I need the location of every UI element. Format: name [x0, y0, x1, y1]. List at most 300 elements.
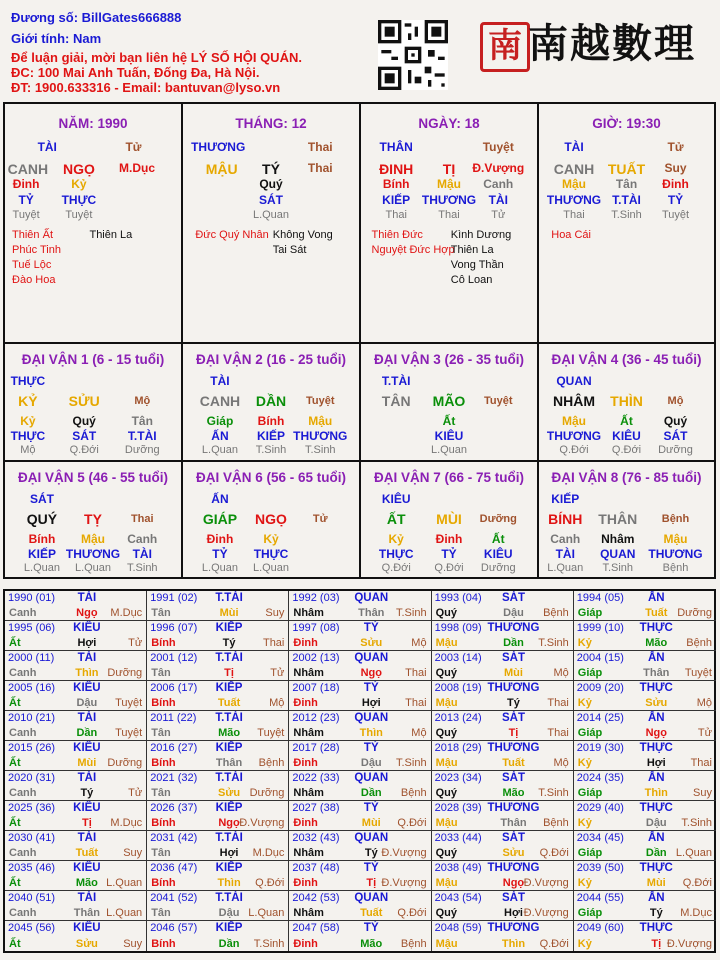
year-stem: Mậu — [435, 697, 458, 709]
period-stem: NHÂM — [553, 393, 595, 409]
year-label: 2044 (55) — [576, 892, 624, 904]
year-cell — [574, 771, 716, 801]
year-branch: Sửu — [645, 697, 668, 709]
year-cell — [5, 711, 147, 741]
year-cell — [5, 621, 147, 651]
year-cell — [289, 591, 431, 621]
year-phase: Suy — [693, 787, 712, 799]
pillar-value: Bính — [382, 177, 410, 191]
period-god: KIẾP — [551, 492, 580, 506]
year-label: 2027 (38) — [292, 802, 340, 814]
hidden-god: KIẾP — [27, 547, 56, 561]
pillar-value: TÀI — [37, 140, 57, 154]
year-phase: M.Dục — [252, 847, 285, 859]
year-god: THỰC — [639, 742, 673, 754]
year-god: TÀI — [77, 832, 97, 844]
year-branch: Tý — [222, 637, 236, 649]
year-branch: Ngọ — [76, 607, 98, 619]
year-cell — [289, 621, 431, 651]
year-phase: Tuyệt — [684, 667, 712, 679]
hidden-phase: L.Quan — [201, 444, 238, 456]
period-stem: TÂN — [381, 393, 411, 409]
star-note: Thiên La — [450, 244, 494, 256]
period-branch: MÃO — [432, 393, 466, 409]
year-phase: Mộ — [411, 727, 427, 739]
hidden-phase: Q.Đới — [69, 444, 99, 456]
pillar-value: THƯƠNG — [546, 193, 602, 207]
year-branch: Mão — [645, 637, 668, 649]
year-label: 2006 (17) — [150, 682, 198, 694]
year-cell — [289, 771, 431, 801]
year-god: T.TÀI — [215, 832, 243, 844]
hidden-stem: Canh — [550, 532, 581, 546]
year-label: 2042 (53) — [292, 892, 340, 904]
year-cell — [574, 651, 716, 681]
year-label: 1996 (07) — [150, 622, 198, 634]
period-title: ĐẠI VẬN 6 (56 - 65 tuổi) — [195, 470, 347, 485]
year-phase: Thai — [405, 697, 427, 709]
year-god: ẤN — [647, 592, 665, 604]
year-cell — [5, 741, 147, 771]
period-2 — [183, 344, 361, 462]
year-god: KIẾP — [215, 862, 243, 874]
year-label: 2033 (44) — [434, 832, 482, 844]
hidden-god: THƯƠNG — [65, 547, 121, 561]
hidden-phase: Dưỡng — [658, 444, 693, 456]
year-stem: Nhâm — [293, 727, 324, 739]
period-title: ĐẠI VẬN 5 (46 - 55 tuổi) — [17, 470, 169, 485]
period-6 — [183, 462, 361, 579]
year-stem: Tân — [151, 847, 171, 859]
year-god: SÁT — [501, 832, 525, 844]
hidden-god: TÀI — [555, 547, 575, 561]
hidden-stem: Ất — [442, 414, 456, 428]
period-title: ĐẠI VẬN 8 (76 - 85 tuổi) — [551, 470, 702, 485]
year-label: 2048 (59) — [434, 922, 482, 934]
year-stem: Bính — [151, 757, 176, 769]
pillar-value: L.Quan — [252, 209, 290, 221]
year-god: THƯƠNG — [487, 682, 540, 694]
year-cell — [147, 711, 289, 741]
hidden-god: KIÊU — [612, 429, 641, 443]
year-cell — [5, 801, 147, 831]
phone-email: ĐT: 1900.633316 - Email: bantuvan@lyso.vn — [11, 80, 281, 95]
year-cell — [432, 801, 574, 831]
hidden-phase: T.Sinh — [304, 444, 336, 456]
year-stem: Kỷ — [577, 697, 592, 709]
year-cell — [289, 891, 431, 921]
year-god: KIÊU — [73, 802, 101, 814]
year-cell — [432, 891, 574, 921]
year-phase: T.Sinh — [396, 607, 427, 619]
year-god: THƯƠNG — [487, 802, 540, 814]
year-phase: Q.Đới — [682, 877, 712, 889]
year-phase: Tuyệt — [257, 727, 285, 739]
year-stem: Mậu — [435, 817, 458, 829]
year-stem: Bính — [151, 697, 176, 709]
year-god: TỶ — [363, 742, 379, 754]
year-label: 2009 (20) — [576, 682, 624, 694]
year-branch: Tuất — [502, 757, 525, 769]
year-branch: Dậu — [360, 757, 382, 769]
pillar-value: KIẾP — [382, 193, 411, 207]
hidden-stem: Ất — [620, 414, 633, 428]
year-stem: Mậu — [435, 877, 458, 889]
year-phase: Bệnh — [686, 637, 712, 649]
hidden-god: THỰC — [378, 547, 414, 561]
year-phase: Q.Đới — [539, 847, 569, 859]
year-stem: Giáp — [577, 607, 603, 619]
period-stem: QUÝ — [26, 511, 58, 527]
year-label: 2045 (56) — [8, 922, 56, 934]
year-label: 2036 (47) — [150, 862, 198, 874]
period-branch: THÌN — [610, 393, 643, 409]
year-phase: Bệnh — [400, 787, 427, 799]
year-stem: Giáp — [577, 667, 603, 679]
year-cell — [574, 711, 716, 741]
year-branch: Dậu — [645, 817, 667, 829]
year-god: KIẾP — [215, 622, 243, 634]
year-cell — [147, 621, 289, 651]
year-branch: Tị — [366, 877, 377, 889]
year-branch: Ngọ — [502, 877, 525, 889]
period-phase: Tử — [312, 513, 328, 525]
hidden-stem: Quý — [663, 414, 688, 428]
hidden-god: T.TÀI — [127, 429, 157, 443]
owner-name: Đương số: BillGates666888 — [11, 10, 182, 25]
hidden-god: KIÊU — [434, 429, 464, 443]
hidden-stem: Ất — [491, 532, 505, 546]
year-phase: Dưỡng — [249, 787, 285, 799]
year-branch: Mùi — [646, 877, 666, 889]
year-phase: Đ.Vượng — [523, 877, 569, 889]
year-branch: Sửu — [218, 787, 241, 799]
hidden-stem: Nhâm — [601, 532, 635, 546]
year-cell — [574, 861, 716, 891]
period-god: KIÊU — [381, 492, 411, 506]
year-label: 2032 (43) — [292, 832, 340, 844]
hidden-phase: L.Quan — [430, 444, 468, 456]
year-stem: Nhâm — [293, 787, 324, 799]
pillar-value: Thai — [563, 209, 585, 221]
year-stem: Đinh — [293, 877, 318, 889]
year-label: 2000 (11) — [8, 652, 55, 664]
year-branch: Thìn — [501, 938, 526, 950]
hidden-stem: Giáp — [206, 414, 234, 428]
year-cell — [574, 891, 716, 921]
pillar-title: NGÀY: 18 — [418, 116, 480, 131]
year-label: 2049 (60) — [576, 922, 624, 934]
year-stem: Quý — [435, 847, 457, 859]
hidden-phase: T.Sinh — [255, 444, 287, 456]
year-label: 2001 (12) — [150, 652, 198, 664]
pillar-value: Suy — [664, 161, 687, 175]
year-stem: Kỷ — [577, 938, 592, 950]
hidden-stem: Kỷ — [388, 532, 404, 546]
year-branch: Ngọ — [360, 667, 382, 679]
year-phase: Bệnh — [543, 817, 569, 829]
hidden-god: ẤN — [211, 429, 229, 443]
year-stem: Mậu — [435, 637, 458, 649]
year-phase: Bệnh — [400, 938, 427, 950]
hidden-phase: Mộ — [20, 444, 36, 456]
period-7 — [361, 462, 539, 579]
year-phase: T.Sinh — [396, 757, 427, 769]
star-note: Vong Thần — [450, 259, 504, 271]
year-stem: Mậu — [435, 757, 458, 769]
year-label: 2035 (46) — [8, 862, 56, 874]
year-cell — [147, 831, 289, 861]
period-branch: NGỌ — [255, 511, 287, 527]
year-god: KIÊU — [73, 922, 101, 934]
year-branch: Tị — [651, 938, 662, 950]
year-phase: Thai — [405, 667, 427, 679]
year-label: 1997 (08) — [292, 622, 340, 634]
year-stem: Quý — [435, 607, 457, 619]
year-stem: Nhâm — [293, 847, 324, 859]
year-cell — [5, 681, 147, 711]
year-god: T.TÀI — [215, 892, 243, 904]
period-title: ĐẠI VẬN 7 (66 - 75 tuổi) — [373, 470, 525, 485]
period-phase: Bệnh — [661, 513, 690, 525]
year-branch: Tuất — [217, 697, 241, 709]
year-stem: Nhâm — [293, 607, 324, 619]
year-god: KIÊU — [73, 862, 101, 874]
year-label: 2031 (42) — [150, 832, 198, 844]
hidden-stem: Mậu — [562, 414, 586, 428]
year-god: THỰC — [639, 922, 673, 934]
pillar-value: THỰC — [61, 193, 97, 207]
year-branch: Hợi — [219, 847, 239, 859]
year-label: 2014 (25) — [576, 712, 624, 724]
year-phase: Suy — [265, 607, 285, 619]
year-label: 2008 (19) — [434, 682, 482, 694]
year-branch: Dậu — [503, 607, 524, 619]
address: ĐC: 100 Mai Anh Tuấn, Đống Đa, Hà Nội. — [11, 65, 260, 80]
year-label: 2029 (40) — [576, 802, 624, 814]
hidden-stem: Tân — [131, 414, 153, 428]
year-stem: Đinh — [293, 637, 318, 649]
year-branch: Mùi — [361, 817, 381, 829]
period-branch: THÂN — [598, 511, 638, 527]
year-label: 2015 (26) — [8, 742, 56, 754]
star-note: Thiên Ất — [12, 229, 53, 241]
star-note: Nguyệt Đức Hợp — [371, 244, 455, 256]
period-phase: Mộ — [667, 395, 684, 407]
year-cell — [432, 651, 574, 681]
year-branch: Tý — [507, 697, 520, 709]
star-note: Không Vong — [272, 229, 333, 241]
period-god: THỰC — [10, 374, 46, 388]
year-label: 2043 (54) — [434, 892, 482, 904]
year-cell — [289, 741, 431, 771]
year-stem: Ất — [9, 877, 21, 889]
period-god: SÁT — [29, 492, 54, 506]
year-phase: Đ.Vượng — [666, 938, 712, 950]
period-branch: MÙI — [436, 511, 462, 527]
year-label: 2019 (30) — [576, 742, 624, 754]
year-cell — [5, 831, 147, 861]
year-branch: Mão — [218, 727, 241, 739]
year-label: 2034 (45) — [576, 832, 624, 844]
year-god: THƯƠNG — [487, 922, 540, 934]
year-label: 2005 (16) — [8, 682, 56, 694]
period-5 — [5, 462, 183, 579]
year-branch: Tị — [224, 667, 234, 679]
pillar-value: TỊ — [442, 161, 456, 177]
year-god: ẤN — [647, 772, 665, 784]
period-phase: Tuyệt — [306, 395, 335, 407]
star-note: Hoa Cái — [551, 229, 591, 241]
year-cell — [289, 861, 431, 891]
year-phase: Thai — [547, 697, 569, 709]
hidden-phase: L.Quan — [201, 562, 238, 574]
pillar-value: THƯƠNG — [191, 140, 246, 154]
year-cell — [147, 891, 289, 921]
hidden-god: KIÊU — [483, 547, 513, 561]
year-phase: Tuyệt — [115, 697, 143, 709]
year-branch: Sửu — [360, 637, 383, 649]
hidden-stem: Mậu — [663, 532, 688, 546]
year-phase: Tử — [270, 667, 285, 679]
year-stem: Kỷ — [577, 637, 592, 649]
year-phase: Suy — [123, 938, 143, 950]
contact-note: Để luận giải, mời bạn liên hệ LÝ SỐ HỘI QUÁN. — [11, 50, 302, 65]
year-cell — [574, 621, 716, 651]
year-label: 2011 (22) — [150, 712, 197, 724]
year-stem: Nhâm — [293, 667, 324, 679]
hidden-phase: L.Quan — [74, 562, 112, 574]
year-phase: M.Dục — [110, 817, 143, 829]
year-god: SÁT — [501, 712, 525, 724]
pillar-value: Đ.Vượng — [472, 161, 525, 175]
year-stem: Tân — [151, 907, 171, 919]
period-phase: Mộ — [134, 395, 151, 407]
year-phase: Tử — [128, 787, 143, 799]
year-god: T.TÀI — [215, 712, 243, 724]
year-branch: Thìn — [75, 667, 99, 679]
year-stem: Canh — [9, 667, 37, 679]
year-branch: Mùi — [77, 757, 97, 769]
period-title: ĐẠI VẬN 4 (36 - 45 tuổi) — [551, 352, 702, 367]
year-label: 2017 (28) — [292, 742, 340, 754]
year-phase: Đ.Vượng — [381, 847, 427, 859]
year-phase: Bệnh — [258, 757, 285, 769]
period-phase: Dưỡng — [479, 513, 517, 525]
hidden-god: THỰC — [253, 547, 289, 561]
year-god: KIẾP — [215, 682, 243, 694]
hidden-god: TỶ — [441, 547, 457, 561]
pillar-value: TÀI — [564, 140, 584, 154]
pillar-value: Thai — [307, 161, 333, 175]
qr-code-icon — [378, 20, 448, 90]
gender: Giới tính: Nam — [11, 31, 102, 46]
year-branch: Mùi — [503, 667, 523, 679]
annual-table — [3, 589, 716, 953]
pillar-value: SÁT — [259, 193, 283, 207]
year-stem: Ất — [9, 757, 21, 769]
hidden-phase: L.Quan — [252, 562, 290, 574]
year-stem: Đinh — [293, 757, 318, 769]
year-god: QUAN — [354, 712, 389, 724]
year-label: 2003 (14) — [434, 652, 482, 664]
pillar-value: Đinh — [12, 177, 40, 191]
year-cell — [432, 711, 574, 741]
star-note: Thiên La — [89, 229, 133, 241]
year-label: 2046 (57) — [150, 922, 198, 934]
hidden-stem: Kỷ — [20, 414, 36, 428]
year-branch: Thân — [358, 607, 385, 619]
year-god: THƯƠNG — [487, 862, 540, 874]
hidden-phase: Bệnh — [662, 562, 689, 574]
year-god: THỰC — [639, 862, 673, 874]
year-branch: Hợi — [646, 757, 666, 769]
pillar-value: Mậu — [562, 177, 586, 191]
year-stem: Tân — [151, 667, 171, 679]
year-phase: T.Sinh — [538, 637, 569, 649]
pillar-value: Tử — [125, 140, 142, 154]
year-phase: Dưỡng — [107, 757, 143, 769]
pillar-value: Đinh — [662, 177, 689, 191]
hidden-phase: T.Sinh — [126, 562, 158, 574]
year-label: 2004 (15) — [576, 652, 624, 664]
year-phase: Mộ — [411, 637, 427, 649]
year-label: 2018 (29) — [434, 742, 482, 754]
hidden-phase: Q.Đới — [434, 562, 464, 574]
year-god: T.TÀI — [215, 652, 243, 664]
star-note: Đào Hoa — [12, 274, 56, 286]
year-god: THỰC — [639, 682, 673, 694]
year-phase: M.Dục — [110, 607, 143, 619]
year-god: ẤN — [647, 832, 665, 844]
hidden-stem: Đinh — [435, 532, 463, 546]
hidden-god: TÀI — [132, 547, 152, 561]
hidden-phase: Dưỡng — [480, 562, 516, 574]
pillar-2 — [361, 104, 539, 344]
year-phase: T.Sinh — [538, 787, 569, 799]
year-god: TỶ — [363, 682, 379, 694]
year-cell — [5, 891, 147, 921]
year-stem: Giáp — [577, 727, 603, 739]
year-label: 2041 (52) — [150, 892, 198, 904]
year-god: KIẾP — [215, 802, 243, 814]
year-cell — [5, 771, 147, 801]
pillar-value: Canh — [483, 177, 514, 191]
year-god: ẤN — [647, 712, 665, 724]
year-cell — [289, 651, 431, 681]
hidden-god: THƯƠNG — [293, 429, 348, 443]
period-title: ĐẠI VẬN 2 (16 - 25 tuổi) — [195, 352, 347, 367]
year-branch: Thìn — [359, 727, 383, 739]
year-stem: Canh — [9, 727, 37, 739]
year-branch: Hợi — [504, 907, 523, 919]
year-stem: Canh — [9, 607, 37, 619]
period-8 — [539, 462, 714, 579]
year-god: THỰC — [639, 622, 673, 634]
year-branch: Dậu — [218, 907, 240, 919]
period-branch: SỬU — [68, 393, 100, 409]
year-stem: Nhâm — [293, 907, 324, 919]
year-god: THƯƠNG — [487, 742, 540, 754]
year-god: TÀI — [77, 652, 97, 664]
year-stem: Đinh — [293, 697, 318, 709]
year-label: 2039 (50) — [576, 862, 624, 874]
year-stem: Bính — [151, 817, 176, 829]
year-branch: Thìn — [644, 787, 668, 799]
year-stem: Tân — [151, 727, 171, 739]
year-cell — [5, 921, 147, 951]
pillar-title: THÁNG: 12 — [235, 116, 307, 131]
